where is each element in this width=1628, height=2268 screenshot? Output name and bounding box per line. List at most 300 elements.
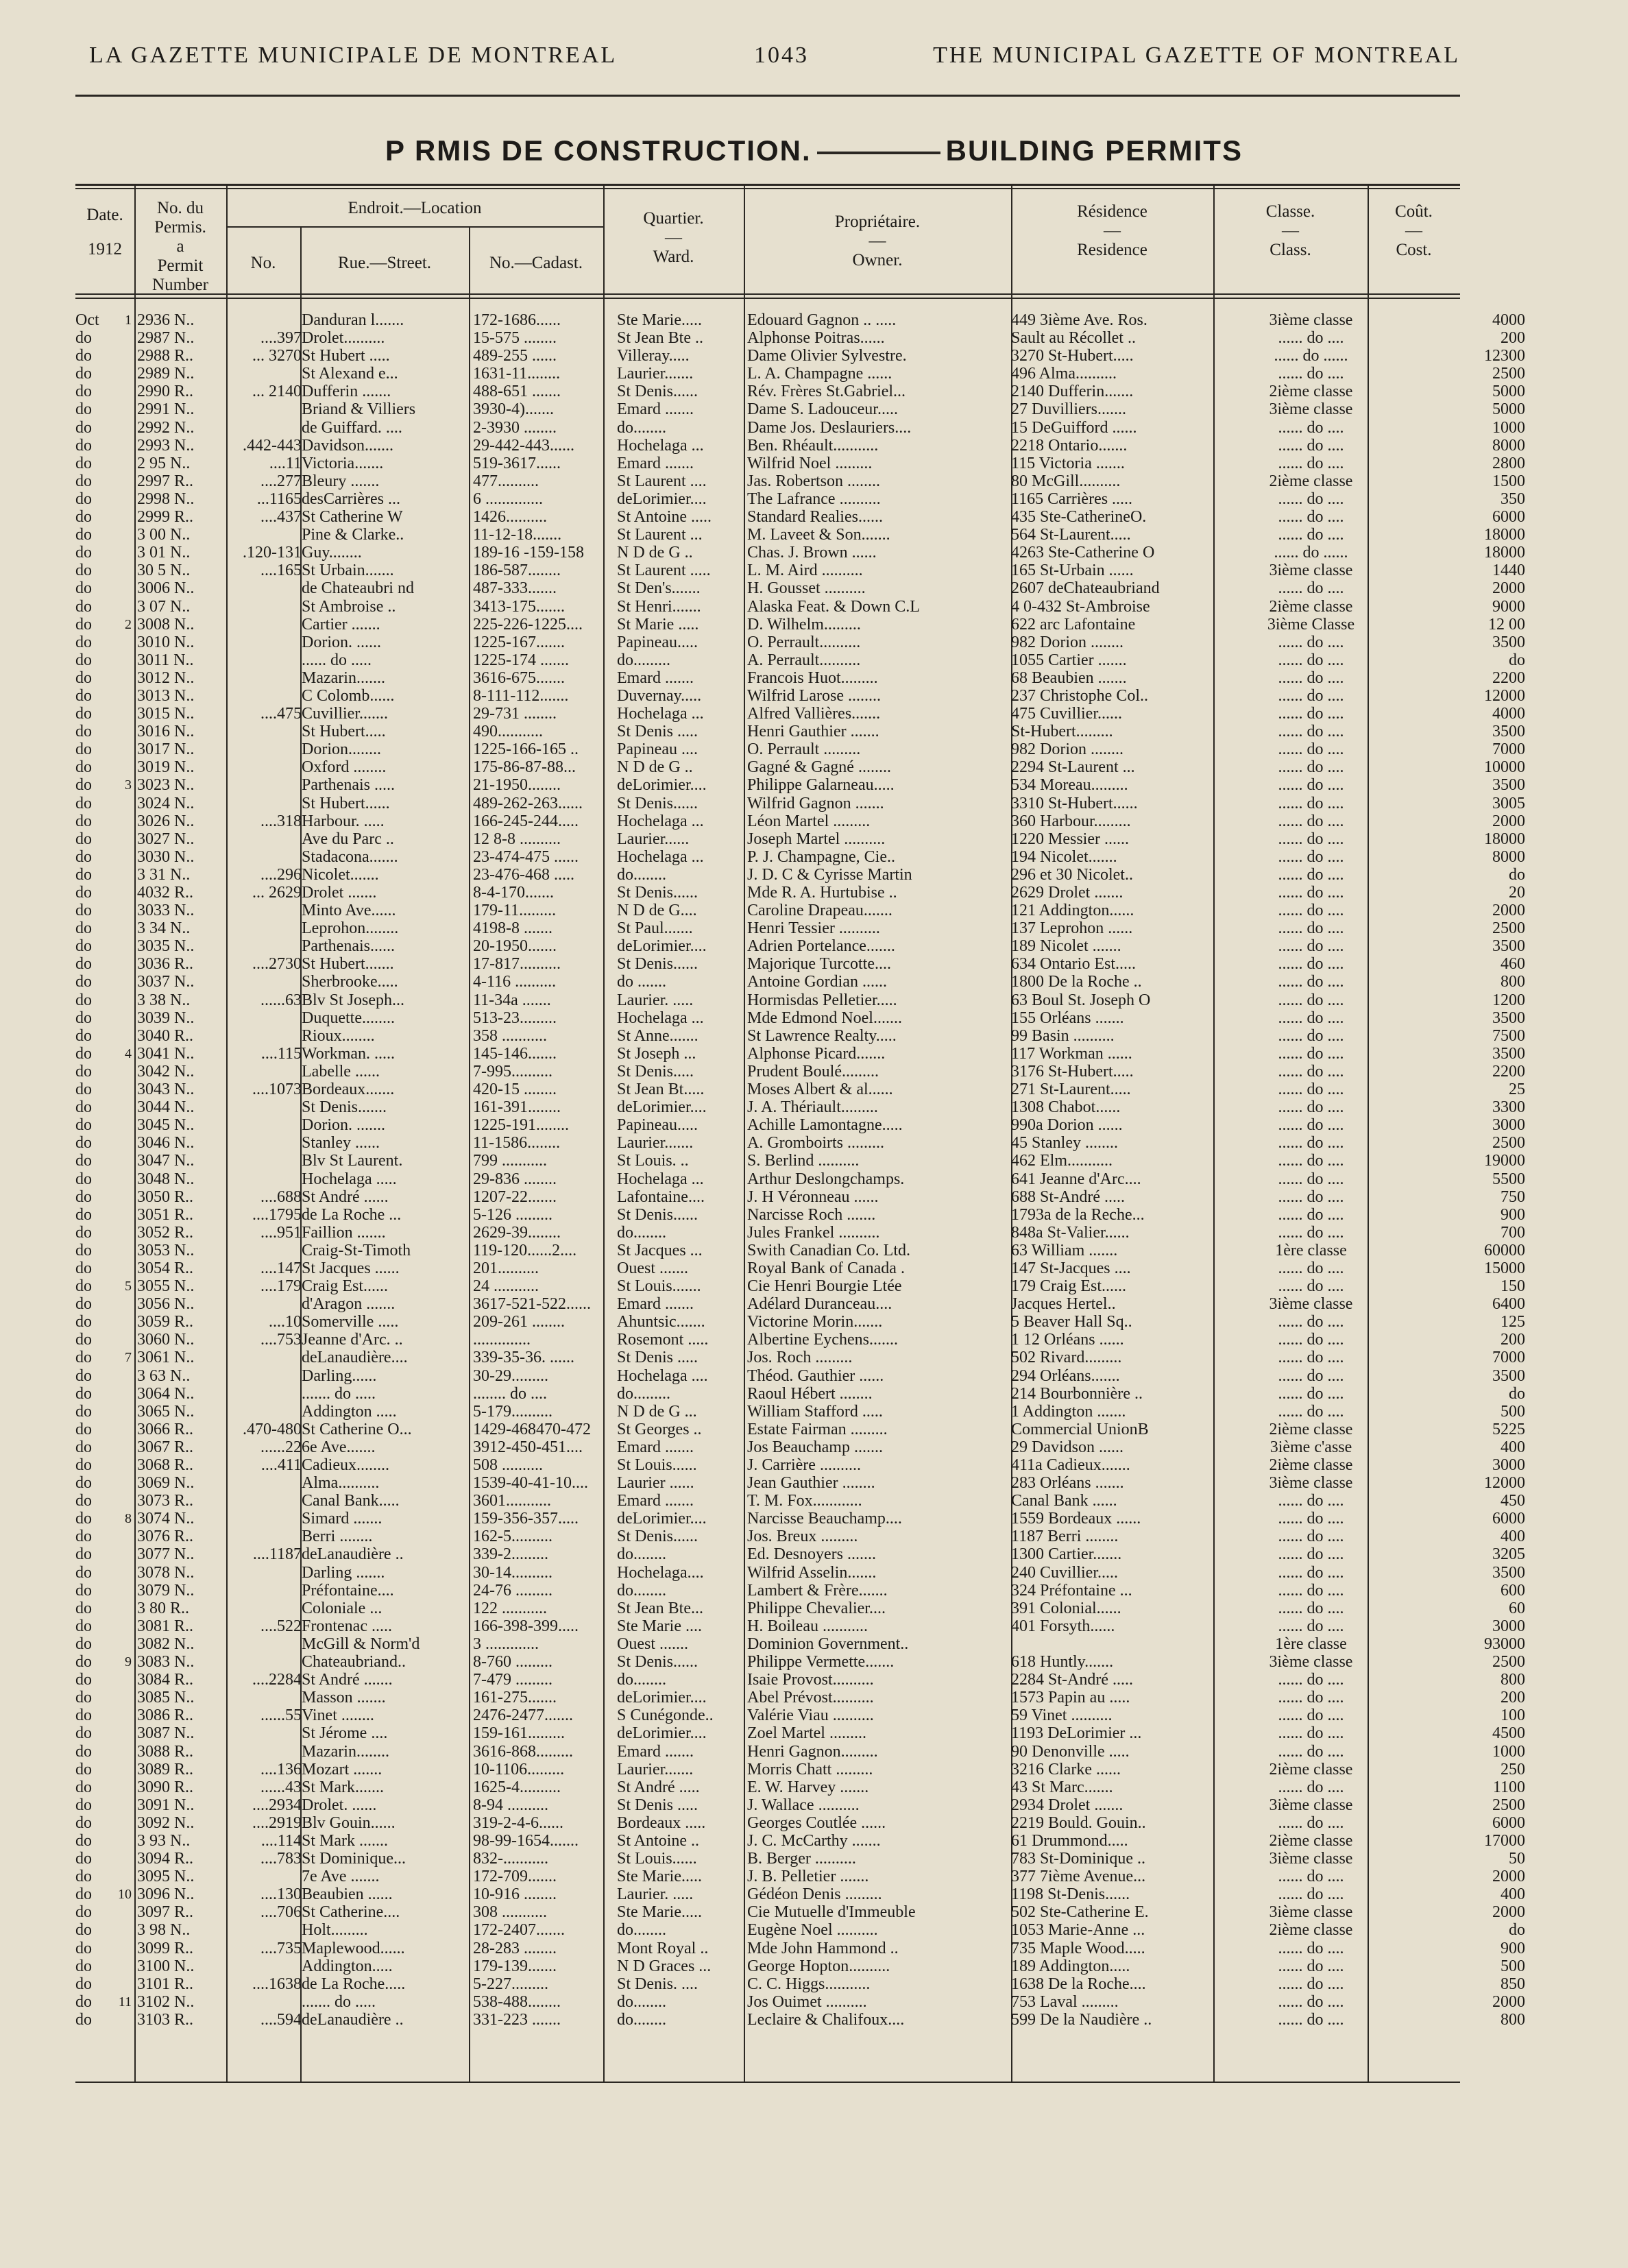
cost-cell: 250 xyxy=(1501,1760,1525,1778)
permit-number-cell: 3024 N.. xyxy=(137,794,195,812)
date-cell: do xyxy=(75,1062,92,1081)
date-cell: do xyxy=(75,830,92,848)
cadastre-cell: 319-2-4-6...... xyxy=(473,1813,563,1832)
ward-cell: Rosemont ..... xyxy=(617,1331,709,1349)
street-cell: Drolet. ...... xyxy=(302,1796,377,1814)
civic-number-cell: ....735 xyxy=(260,1939,302,1957)
cost-cell: 19000 xyxy=(1484,1152,1525,1170)
date-cell: do xyxy=(75,1796,92,1814)
ward-cell: Hochelaga ... xyxy=(617,847,704,866)
class-cell: 2ième classe xyxy=(1269,1456,1353,1474)
cadastre-cell: 172-709....... xyxy=(473,1868,557,1886)
cost-cell: 800 xyxy=(1501,973,1525,991)
street-cell: St Hubert ..... xyxy=(302,347,390,365)
cost-cell: 3000 xyxy=(1492,1456,1525,1474)
residence-cell: 502 Rivard......... xyxy=(1011,1349,1122,1367)
owner-cell: Jos. Breux ......... xyxy=(747,1528,858,1546)
permit-number-cell: 2988 R.. xyxy=(137,347,194,365)
cost-cell: 5000 xyxy=(1492,400,1525,419)
col-rule xyxy=(134,184,136,2083)
cost-cell: 20 xyxy=(1509,884,1525,902)
header-owner: Propriétaire. — Owner. xyxy=(834,213,921,269)
class-cell: ...... do .... xyxy=(1278,1581,1344,1600)
ward-cell: Hochelaga ... xyxy=(617,1170,704,1188)
civic-number-cell: .442-443 xyxy=(243,436,302,455)
permit-number-cell: 3087 N.. xyxy=(137,1724,195,1743)
ward-cell: deLorimier.... xyxy=(617,776,707,795)
street-cell: Darling ....... xyxy=(302,1563,385,1582)
cost-cell: 12300 xyxy=(1484,347,1525,365)
cost-cell: 8000 xyxy=(1492,847,1525,866)
cost-cell: 2500 xyxy=(1492,365,1525,383)
civic-number-cell: ....783 xyxy=(260,1850,302,1868)
date-cell: do xyxy=(75,365,92,383)
date-cell: do xyxy=(75,2010,92,2029)
class-cell: ...... do .... xyxy=(1278,847,1344,866)
class-cell: ...... do .... xyxy=(1278,686,1344,705)
owner-cell: Narcisse Beauchamp.... xyxy=(747,1510,902,1528)
permit-number-cell: 3040 R.. xyxy=(137,1026,194,1045)
civic-number-cell: ....951 xyxy=(260,1223,302,1242)
date-cell: do xyxy=(75,991,92,1009)
street-cell: d'Aragon ....... xyxy=(302,1295,396,1314)
header-no: No. xyxy=(250,254,276,272)
class-cell: ...... do .... xyxy=(1278,1044,1344,1063)
residence-cell: 121 Addington...... xyxy=(1011,902,1134,920)
ward-cell: St Georges .. xyxy=(617,1420,702,1438)
civic-number-cell: ....277 xyxy=(260,472,302,490)
cost-cell: 3500 xyxy=(1492,633,1525,651)
class-cell: ...... do .... xyxy=(1278,579,1344,598)
permit-number-cell: 3054 R.. xyxy=(137,1259,194,1277)
ward-cell: Papineau .... xyxy=(617,740,698,759)
civic-number-cell: ....11 xyxy=(269,454,302,472)
street-cell: St André ...... xyxy=(302,1187,389,1206)
permit-number-cell: 3103 R.. xyxy=(137,2010,194,2029)
owner-cell: Wilfrid Larose ........ xyxy=(747,686,881,705)
residence-cell: 435 Ste-CatherineO. xyxy=(1011,508,1147,527)
class-cell: ...... do .... xyxy=(1278,955,1344,974)
date-cell: do xyxy=(75,1563,92,1582)
civic-number-cell: ......55 xyxy=(260,1706,302,1725)
street-cell: Cadieux........ xyxy=(302,1456,389,1474)
civic-number-cell: ....594 xyxy=(260,2010,302,2029)
cadastre-cell: 1539-40-41-10.... xyxy=(473,1474,588,1493)
street-cell: Blv Gouin...... xyxy=(302,1813,396,1832)
cost-cell: 1200 xyxy=(1492,991,1525,1009)
cost-cell: 12000 xyxy=(1484,1474,1525,1493)
permit-number-cell: 3089 R.. xyxy=(137,1760,194,1778)
date-cell: do xyxy=(75,1170,92,1188)
street-cell: St Hubert...... xyxy=(302,794,390,812)
street-cell: Sherbrooke..... xyxy=(302,973,398,991)
ward-cell: St André ..... xyxy=(617,1778,700,1796)
ward-cell: Mont Royal .. xyxy=(617,1939,709,1957)
cost-cell: 7000 xyxy=(1492,1349,1525,1367)
civic-number-cell: ....753 xyxy=(260,1331,302,1349)
ward-cell: St Anne....... xyxy=(617,1026,698,1045)
cost-cell: 3500 xyxy=(1492,1563,1525,1582)
permit-number-cell: 2991 N.. xyxy=(137,400,195,419)
permit-number-cell: 3088 R.. xyxy=(137,1742,194,1761)
cost-cell: 850 xyxy=(1501,1975,1525,1993)
date-cell: do xyxy=(75,1689,92,1707)
street-cell: ....... do ..... xyxy=(302,1384,376,1403)
owner-cell: A. Perrault.......... xyxy=(747,651,861,669)
permit-number-cell: 3011 N.. xyxy=(137,651,194,669)
street-cell: deLanaudière .. xyxy=(302,1545,404,1564)
street-cell: Dorion. ....... xyxy=(302,1116,385,1135)
permit-number-cell: 3051 R.. xyxy=(137,1205,194,1224)
street-cell: St Mark ....... xyxy=(302,1831,388,1850)
date-cell: do xyxy=(75,1885,92,1904)
cadastre-cell: 24 ........... xyxy=(473,1277,539,1296)
date-cell: do xyxy=(75,1152,92,1170)
street-cell: St Hubert....... xyxy=(302,955,394,974)
date-cell: do xyxy=(75,1671,92,1689)
permit-number-cell: 3068 R.. xyxy=(137,1456,194,1474)
residence-cell: 496 Alma.......... xyxy=(1011,365,1117,383)
ward-cell: St Jean Bte... xyxy=(617,1599,703,1617)
civic-number-cell: ....318 xyxy=(260,812,302,830)
ward-cell: Hochelaga ... xyxy=(617,705,704,723)
day-cell: 9 xyxy=(125,1654,132,1670)
permit-number-cell: 3065 N.. xyxy=(137,1402,195,1421)
residence-cell: 564 St-Laurent..... xyxy=(1011,526,1131,544)
cost-cell: 400 xyxy=(1501,1528,1525,1546)
street-cell: Stadacona....... xyxy=(302,847,398,866)
ward-cell: Hochelaga ... xyxy=(617,812,704,830)
permit-number-cell: 30 5 N.. xyxy=(137,562,191,580)
cadastre-cell: 209-261 ........ xyxy=(473,1313,565,1331)
street-cell: ....... do ..... xyxy=(302,1992,376,2011)
street-cell: Hochelaga ..... xyxy=(302,1170,397,1188)
ward-cell: do........ xyxy=(617,1223,666,1242)
date-cell: do xyxy=(75,1474,92,1493)
cost-cell: 125 xyxy=(1501,1313,1525,1331)
owner-cell: H. Boileau ........... xyxy=(747,1617,868,1635)
ward-cell: do........ xyxy=(617,1992,666,2011)
permit-number-cell: 2992 N.. xyxy=(137,418,195,437)
cadastre-cell: 1225-167....... xyxy=(473,633,565,651)
cadastre-cell: 20-1950....... xyxy=(473,937,557,956)
date-cell: do xyxy=(75,615,92,634)
date-cell: do xyxy=(75,740,92,759)
cadastre-cell: 17-817.......... xyxy=(473,955,561,974)
ward-cell: St Denis...... xyxy=(617,794,698,812)
cost-cell: 1440 xyxy=(1492,562,1525,580)
street-cell: Addington..... xyxy=(302,1957,393,1975)
permit-number-cell: 3053 N.. xyxy=(137,1241,195,1259)
street-cell: St Jacques ...... xyxy=(302,1259,400,1277)
permit-number-cell: 3074 N.. xyxy=(137,1510,195,1528)
residence-cell: 2934 Drolet ....... xyxy=(1011,1796,1123,1814)
street-cell: Craig-St-Timoth xyxy=(302,1241,411,1259)
permit-number-cell: 3097 R.. xyxy=(137,1903,194,1922)
cadastre-cell: 29-731 ........ xyxy=(473,705,557,723)
date-cell: do xyxy=(75,1402,92,1421)
permit-number-cell: 3 80 R.. xyxy=(137,1599,190,1617)
cadastre-cell: 172-1686...... xyxy=(473,311,561,329)
owner-cell: J. Carrière .......... xyxy=(747,1456,861,1474)
residence-cell: 401 Forsyth...... xyxy=(1011,1617,1115,1635)
street-cell: Drolet.......... xyxy=(302,329,385,348)
cadastre-cell: 8-4-170....... xyxy=(473,884,554,902)
ward-cell: do........ xyxy=(617,1671,666,1689)
cadastre-cell: 145-146....... xyxy=(473,1044,557,1063)
cadastre-cell: 487-333....... xyxy=(473,579,557,598)
permit-number-cell: 3 38 N.. xyxy=(137,991,191,1009)
cost-cell: 3300 xyxy=(1492,1098,1525,1117)
ward-cell: Emard ....... xyxy=(617,1438,694,1456)
cadastre-cell: 5-227......... xyxy=(473,1975,548,1993)
permit-number-cell: 3037 N.. xyxy=(137,973,195,991)
cadastre-cell: 5-126 ......... xyxy=(473,1205,552,1224)
cadastre-cell: 1207-22....... xyxy=(473,1187,557,1206)
owner-cell: Wilfrid Noel ......... xyxy=(747,454,873,472)
residence-cell: 45 Stanley ........ xyxy=(1011,1134,1118,1153)
permit-number-cell: 2997 R.. xyxy=(137,472,194,490)
residence-cell: 1793a de la Reche... xyxy=(1011,1205,1145,1224)
date-cell: do xyxy=(75,454,92,472)
cadastre-cell: 8-760 ......... xyxy=(473,1653,552,1672)
cadastre-cell: 488-651 ....... xyxy=(473,383,561,401)
residence-cell: 271 St-Laurent..... xyxy=(1011,1081,1131,1099)
civic-number-cell: ....165 xyxy=(260,562,302,580)
residence-cell: 68 Beaubien ....... xyxy=(1011,668,1127,687)
residence-cell: 1638 De la Roche.... xyxy=(1011,1975,1146,1993)
class-cell: ...... do .... xyxy=(1278,1706,1344,1725)
permit-number-cell: 3039 N.. xyxy=(137,1009,195,1027)
cost-cell: 2500 xyxy=(1492,1134,1525,1153)
street-cell: Ave du Parc .. xyxy=(302,830,394,848)
date-cell: do xyxy=(75,1850,92,1868)
cadastre-cell: 308 ........... xyxy=(473,1903,547,1922)
permit-number-cell: 3 00 N.. xyxy=(137,526,191,544)
class-cell: ...... do .... xyxy=(1278,1062,1344,1081)
class-cell: ...... do .... xyxy=(1278,1026,1344,1045)
cost-cell: 2000 xyxy=(1492,1992,1525,2011)
permit-number-cell: 3023 N.. xyxy=(137,776,195,795)
class-cell: ...... do .... xyxy=(1278,776,1344,795)
residence-cell: 99 Basin .......... xyxy=(1011,1026,1115,1045)
cadastre-cell: 159-356-357..... xyxy=(473,1510,579,1528)
day-cell: 3 xyxy=(125,777,132,793)
cost-cell: 500 xyxy=(1501,1957,1525,1975)
cost-cell: 6400 xyxy=(1492,1295,1525,1314)
owner-cell: L. M. Aird .......... xyxy=(747,562,863,580)
date-cell: do xyxy=(75,1366,92,1385)
cost-cell: 800 xyxy=(1501,2010,1525,2029)
street-cell: Somerville ..... xyxy=(302,1313,399,1331)
ward-cell: do........ xyxy=(617,2010,666,2029)
owner-cell: Mde Edmond Noel....... xyxy=(747,1009,902,1027)
residence-cell: 3310 St-Hubert...... xyxy=(1011,794,1138,812)
ward-cell: Laurier ...... xyxy=(617,1474,694,1493)
residence-cell: 2219 Bould. Gouin.. xyxy=(1011,1813,1146,1832)
ward-cell: Emard ....... xyxy=(617,1295,694,1314)
date-cell: do xyxy=(75,1259,92,1277)
permit-number-cell: 2 95 N.. xyxy=(137,454,191,472)
date-cell: do xyxy=(75,526,92,544)
permit-number-cell: 2936 N.. xyxy=(137,311,195,329)
permit-number-cell: 3030 N.. xyxy=(137,847,195,866)
owner-cell: Ben. Rhéault........... xyxy=(747,436,879,455)
ward-cell: N D de G .. xyxy=(617,758,693,777)
cadastre-cell: 29-836 ........ xyxy=(473,1170,557,1188)
street-cell: Mazarin........ xyxy=(302,1742,389,1761)
permit-number-cell: 3059 R.. xyxy=(137,1313,194,1331)
residence-cell: 3176 St-Hubert..... xyxy=(1011,1062,1134,1081)
date-cell: do xyxy=(75,1295,92,1314)
street-cell: St Hubert..... xyxy=(302,723,386,741)
ward-cell: do........ xyxy=(617,1921,666,1940)
date-cell: do xyxy=(75,1903,92,1922)
residence-cell: 4 0-432 St-Ambroise xyxy=(1011,597,1150,616)
class-cell: 3ième classe xyxy=(1269,1295,1353,1314)
street-cell: Dorion........ xyxy=(302,740,381,759)
cost-cell: 2500 xyxy=(1492,1796,1525,1814)
cost-cell: 6000 xyxy=(1492,508,1525,527)
cadastre-cell: 7-479 ......... xyxy=(473,1671,552,1689)
cost-cell: 9000 xyxy=(1492,597,1525,616)
day-cell: 8 xyxy=(125,1511,132,1527)
permit-number-cell: 3066 R.. xyxy=(137,1420,194,1438)
ward-cell: Bordeaux ..... xyxy=(617,1813,706,1832)
cadastre-cell: 1225-174 ....... xyxy=(473,651,569,669)
permit-number-cell: 3078 N.. xyxy=(137,1563,195,1582)
cadastre-cell: 11-34a ....... xyxy=(473,991,551,1009)
cadastre-cell: 3616-868......... xyxy=(473,1742,573,1761)
ward-cell: Ouest ....... xyxy=(617,1634,688,1653)
residence-cell: 1187 Berri ........ xyxy=(1011,1528,1119,1546)
permit-number-cell: 3033 N.. xyxy=(137,902,195,920)
residence-cell: 634 Ontario Est..... xyxy=(1011,955,1136,974)
cost-cell: 100 xyxy=(1501,1706,1525,1725)
cadastre-cell: 119-120......2.... xyxy=(473,1241,577,1259)
owner-cell: Raoul Hébert ........ xyxy=(747,1384,873,1403)
permit-number-cell: 3085 N.. xyxy=(137,1689,195,1707)
street-cell: Faillion ....... xyxy=(302,1223,386,1242)
civic-number-cell: ....2919 xyxy=(252,1813,302,1832)
street-cell: de La Roche ... xyxy=(302,1205,402,1224)
ward-cell: do........ xyxy=(617,1545,666,1564)
ward-cell: do........ xyxy=(617,1581,666,1600)
residence-cell: 1800 De la Roche .. xyxy=(1011,973,1142,991)
residence-cell: 2218 Ontario....... xyxy=(1011,436,1128,455)
cadastre-cell: 21-1950........ xyxy=(473,776,561,795)
class-cell: ...... do .... xyxy=(1278,1868,1344,1886)
street-cell: Briand & Villiers xyxy=(302,400,416,419)
street-cell: Holt......... xyxy=(302,1921,368,1940)
street-cell: Mozart ....... xyxy=(302,1760,382,1778)
cadastre-cell: 489-262-263...... xyxy=(473,794,583,812)
owner-cell: Abel Prévost.......... xyxy=(747,1689,874,1707)
ward-cell: deLorimier.... xyxy=(617,1689,707,1707)
civic-number-cell: ....10 xyxy=(269,1313,302,1331)
class-cell: ...... do .... xyxy=(1278,1778,1344,1796)
permit-number-cell: 3 07 N.. xyxy=(137,597,191,616)
date-cell: do xyxy=(75,1617,92,1635)
class-cell: ...... do .... xyxy=(1278,1671,1344,1689)
residence-cell: 982 Dorion ........ xyxy=(1011,740,1123,759)
class-cell: 3ième classe xyxy=(1269,1850,1353,1868)
owner-cell: Jules Frankel .......... xyxy=(747,1223,880,1242)
date-cell: do xyxy=(75,937,92,956)
street-cell: Leprohon........ xyxy=(302,919,399,938)
owner-cell: Wilfrid Gagnon ....... xyxy=(747,794,884,812)
civic-number-cell: ....130 xyxy=(260,1885,302,1904)
street-cell: Cartier ....... xyxy=(302,615,380,634)
class-cell: ...... do .... xyxy=(1278,865,1344,884)
street-cell: Dorion. ...... xyxy=(302,633,381,651)
cadastre-cell: 179-139....... xyxy=(473,1957,557,1975)
date-cell: do xyxy=(75,1026,92,1045)
residence-cell: 1 Addington ....... xyxy=(1011,1402,1126,1421)
owner-cell: T. M. Fox............ xyxy=(747,1492,862,1510)
residence-cell: 80 McGill.......... xyxy=(1011,472,1121,490)
cost-cell: 17000 xyxy=(1484,1831,1525,1850)
owner-cell: Alfred Vallières....... xyxy=(747,705,881,723)
ward-cell: St Den's....... xyxy=(617,579,701,598)
cadastre-cell: 23-474-475 ...... xyxy=(473,847,579,866)
owner-cell: D. Wilhelm......... xyxy=(747,615,861,634)
class-cell: 3ième classe xyxy=(1269,1653,1353,1672)
class-cell: 3ième classe xyxy=(1269,400,1353,419)
residence-cell: 296 et 30 Nicolet.. xyxy=(1011,865,1133,884)
date-cell: do xyxy=(75,1116,92,1135)
ward-cell: St Paul....... xyxy=(617,919,693,938)
owner-cell: Gagné & Gagné ........ xyxy=(747,758,891,777)
civic-number-cell: .470-480 xyxy=(243,1420,302,1438)
class-cell: ...... do .... xyxy=(1278,1205,1344,1224)
class-cell: ...... do .... xyxy=(1278,329,1344,348)
civic-number-cell: ... 3270 xyxy=(252,347,302,365)
street-cell: Cuvillier....... xyxy=(302,705,388,723)
civic-number-cell: ....114 xyxy=(260,1831,302,1850)
cadastre-cell: 186-587........ xyxy=(473,562,561,580)
owner-cell: Isaie Provost.......... xyxy=(747,1671,874,1689)
class-cell: ...... do .... xyxy=(1278,1009,1344,1027)
owner-cell: Albertine Eychens....... xyxy=(747,1331,898,1349)
permit-number-cell: 3056 N.. xyxy=(137,1295,195,1314)
date-cell: do xyxy=(75,579,92,598)
permit-number-cell: 3067 R.. xyxy=(137,1438,194,1456)
date-cell: do xyxy=(75,1868,92,1886)
cost-cell: 700 xyxy=(1501,1223,1525,1242)
owner-cell: Philippe Chevalier.... xyxy=(747,1599,886,1617)
ward-cell: Ouest ....... xyxy=(617,1259,688,1277)
date-cell: do xyxy=(75,668,92,687)
owner-cell: Jos Beauchamp ....... xyxy=(747,1438,883,1456)
table-top-rule-2 xyxy=(75,188,1460,189)
permit-number-cell: 3 93 N.. xyxy=(137,1831,191,1850)
class-cell: ...... do .... xyxy=(1278,919,1344,938)
cost-cell: do xyxy=(1509,1384,1525,1403)
owner-cell: Zoel Martel ......... xyxy=(747,1724,866,1743)
cadastre-cell: 331-223 ....... xyxy=(473,2010,561,2029)
permit-number-cell: 3083 N.. xyxy=(137,1653,195,1672)
cadastre-cell: 3617-521-522...... xyxy=(473,1295,591,1314)
cadastre-cell: 189-16 -159-158 xyxy=(473,544,584,562)
permit-number-cell: 3026 N.. xyxy=(137,812,195,830)
day-cell: 11 xyxy=(118,1994,132,2010)
ward-cell: Emard ....... xyxy=(617,1742,694,1761)
street-cell: Masson ....... xyxy=(302,1689,386,1707)
ward-cell: Ste Marie..... xyxy=(617,1868,702,1886)
residence-cell: Canal Bank ...... xyxy=(1011,1492,1117,1510)
date-cell: do xyxy=(75,1992,92,2011)
